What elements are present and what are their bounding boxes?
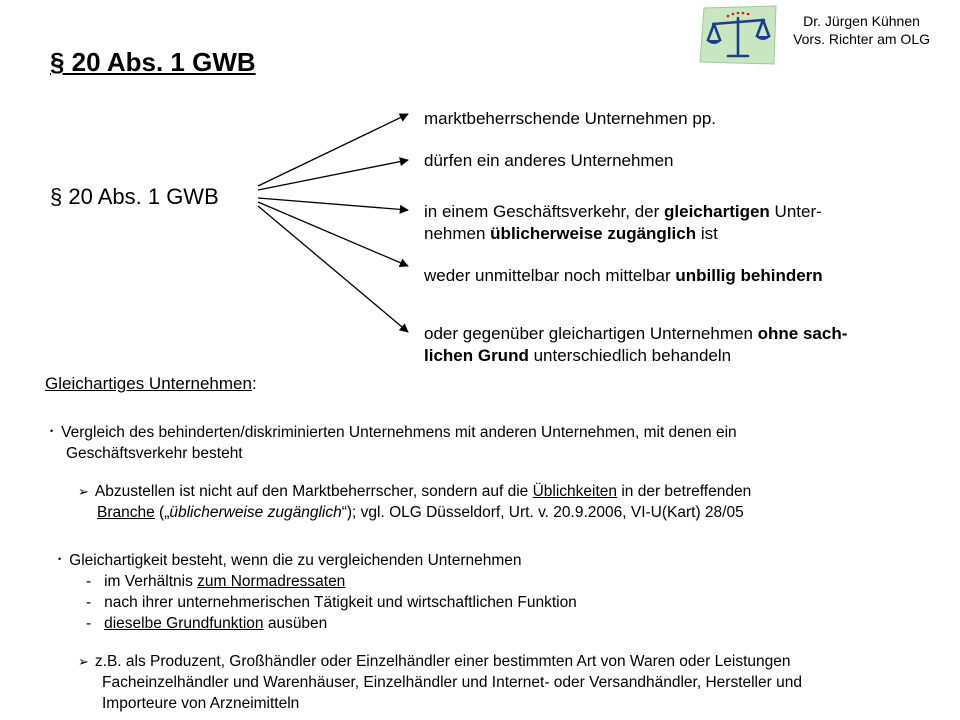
sub-text: („ (154, 504, 170, 521)
arrow-bullet-icon: ➢ (78, 654, 89, 669)
diagram-item-text: oder gegenüber gleichartigen Unternehmen (424, 324, 758, 343)
diagram-item (424, 265, 823, 287)
sub-text-underlined: Üblichkeiten (532, 483, 618, 500)
diagram-arrow (258, 206, 408, 332)
sub-text-italic: üblicherweise zugänglich (169, 504, 342, 521)
author-title: Vors. Richter am OLG (793, 31, 930, 47)
diagram-item-bold-text: ohne sach- (757, 324, 848, 343)
author-block (793, 12, 930, 48)
diagram-item-bold-text: üblicherweise zugänglich (490, 224, 697, 243)
sub-text-underlined: Branche (97, 504, 155, 521)
diagram-arrow (258, 202, 408, 266)
diagram-item-text: marktbeherrschende Unternehmen pp. (424, 109, 716, 128)
sub-text: “); vgl. OLG Düsseldorf, Urt. v. 20.9.2006, VI-U(Kart) 28/05 (341, 504, 744, 521)
diagram-item-text: weder unmittelbar noch mittelbar (424, 266, 676, 285)
bullet-text: Vergleich des behinderten/diskriminierten Unternehmens mit anderen Unternehmen, mit denen ein (61, 424, 737, 441)
sub-text: Importeure von Arzneimitteln (102, 695, 300, 712)
scales-of-justice-icon (698, 4, 780, 66)
diagram-item-bold-text: lichen Grund (424, 346, 529, 365)
dash-text-underlined: zum Normadressaten (197, 573, 346, 590)
sub-text: Abzustellen ist nicht auf den Marktbeherrscher, sondern auf die (94, 483, 533, 500)
bullet-icon: • (50, 426, 54, 436)
page-title: § 20 Abs. 1 GWB (50, 47, 256, 77)
diagram-item-bold-text: gleichartigen (664, 202, 770, 221)
section-heading (45, 374, 257, 394)
diagram-item (424, 201, 822, 245)
sub-text: z.B. als Produzent, Großhändler oder Einzelhändler einer bestimmten Art von Waren oder Leistungen (94, 653, 791, 670)
diagram-arrow (258, 114, 408, 186)
diagram-item-text: dürfen ein anderes Unternehmen (424, 151, 674, 170)
section-heading-text: Gleichartiges Unternehmen (45, 374, 252, 393)
bullet-text: Gleichartigkeit besteht, wenn die zu vergleichenden Unternehmen (69, 552, 522, 569)
bullet-icon: • (58, 554, 62, 564)
sub-text: Facheinzelhändler und Warenhäuser, Einzelhändler und Internet- oder Versandhändler, Hersteller und (102, 674, 802, 691)
diagram-item-text: unterschiedlich behandeln (528, 346, 732, 365)
diagram-item (424, 150, 674, 172)
arrow-bullet-icon: ➢ (78, 484, 89, 499)
bullet-text: Geschäftsverkehr besteht (66, 445, 243, 462)
sub-text: in der betreffenden (617, 483, 752, 500)
dash-text: nach ihrer unternehmerischen Tätigkeit und wirtschaftlichen Funktion (104, 594, 577, 611)
diagram-item-text: in einem Geschäftsverkehr, der (424, 202, 665, 221)
dash-text-underlined: dieselbe Grundfunktion (104, 615, 264, 632)
sub-point-custom (78, 481, 751, 523)
diagram-item (424, 108, 716, 130)
diagram-arrow (258, 160, 408, 190)
dash-text: ausüben (263, 615, 328, 632)
diagram-arrow (258, 198, 408, 210)
dash-text: im Verhältnis (104, 573, 198, 590)
diagram-item (424, 323, 847, 367)
diagram-item-text: Unter- (769, 202, 822, 221)
diagram-item-text: ist (696, 224, 718, 243)
diagram-item-text: nehmen (424, 224, 491, 243)
bullet-similarity: • Gleichartigkeit besteht, wenn die zu vergleichenden Unternehmen - im Verhältnis zum Normadressaten - nach ihrer unternehmerischen Tätigkeit und wirtschaftlichen Funktion - dieselbe Grundfunktion ausüben (58, 552, 577, 632)
section-heading-colon: : (251, 374, 257, 393)
author-name: Dr. Jürgen Kühnen (803, 13, 920, 29)
bullet-comparison (50, 421, 737, 464)
diagram-item-bold-text: unbillig behindern (675, 266, 823, 285)
sub-point-examples (78, 651, 802, 714)
diagram-source-label: § 20 Abs. 1 GWB (50, 184, 219, 209)
